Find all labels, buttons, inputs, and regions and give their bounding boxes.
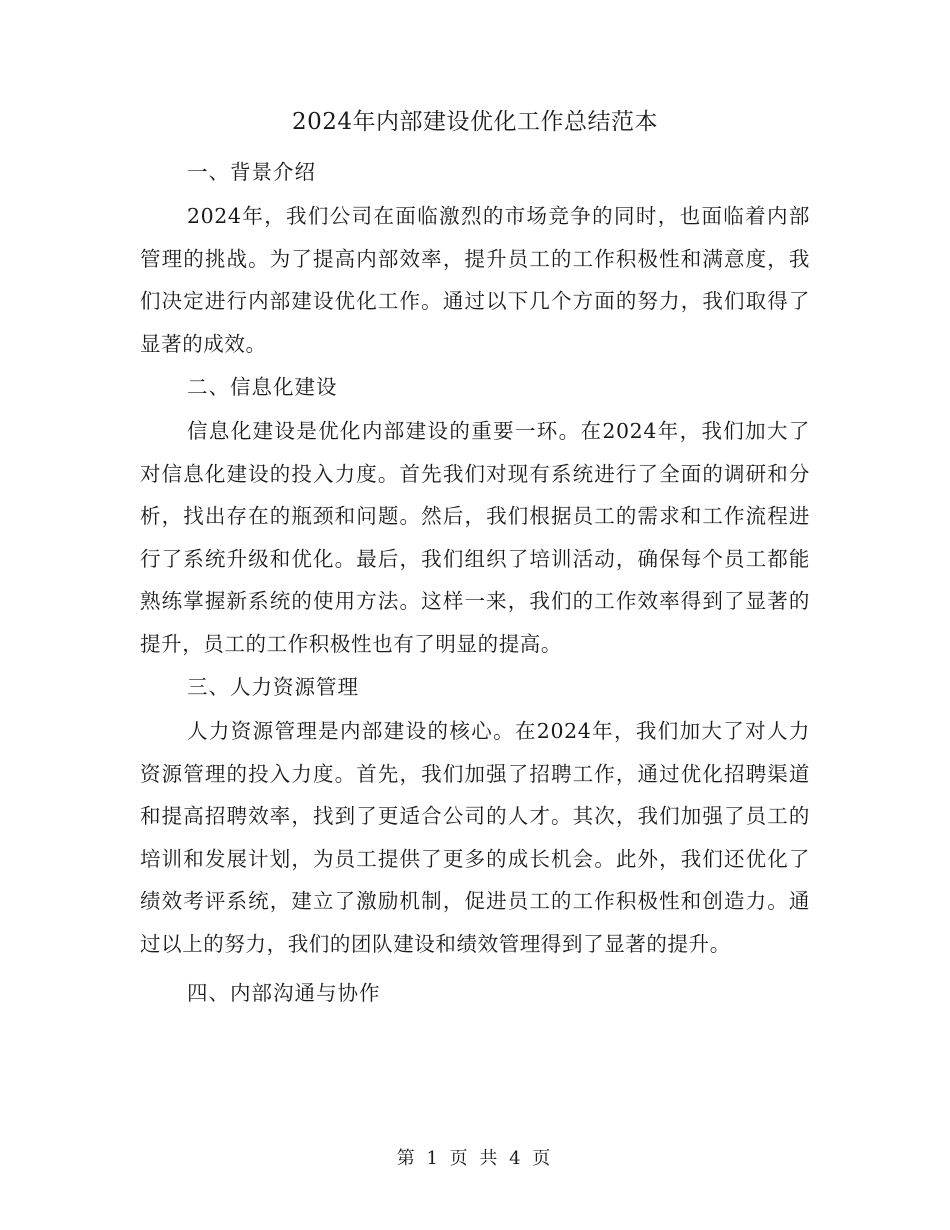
section-background bbox=[140, 152, 810, 365]
section-heading: 三、人力资源管理 bbox=[187, 675, 359, 699]
document-title: 2024年内部建设优化工作总结范本 bbox=[291, 109, 659, 135]
section-informatization bbox=[140, 367, 810, 665]
page-footer: 第 1 页 共 4 页 bbox=[396, 1148, 554, 1169]
section-human-resources bbox=[140, 667, 810, 965]
section-heading: 四、内部沟通与协作 bbox=[187, 981, 381, 1005]
section-paragraph: 信息化建设是优化内部建设的重要一环。在2024年，我们加大了对信息化建设的投入力度。首先我们对现有系统进行了全面的调研和分析，找出存在的瓶颈和问题。然后，我们根据员工的需求和工作流程进行了系统升级和优化。最后，我们组织了培训活动，确保每个员工都能熟练掌握新系统的使用方法。这样一来，我们的工作效率得到了显著的提升，员工的工作积极性也有了明显的提高。 bbox=[140, 419, 810, 656]
section-paragraph: 2024年，我们公司在面临激烈的市场竞争的同时，也面临着内部管理的挑战。为了提高内部效率，提升员工的工作积极性和满意度，我们决定进行内部建设优化工作。通过以下几个方面的努力，我们取得了显著的成效。 bbox=[140, 204, 810, 356]
section-paragraph: 人力资源管理是内部建设的核心。在2024年，我们加大了对人力资源管理的投入力度。首先，我们加强了招聘工作，通过优化招聘渠道和提高招聘效率，找到了更适合公司的人才。其次，我们加强了员工的培训和发展计划，为员工提供了更多的成长机会。此外，我们还优化了绩效考评系统，建立了激励机制，促进员工的工作积极性和创造力。通过以上的努力，我们的团队建设和绩效管理得到了显著的提升。 bbox=[140, 719, 810, 956]
section-heading: 二、信息化建设 bbox=[187, 375, 338, 399]
section-communication bbox=[140, 973, 810, 1013]
document-body bbox=[140, 152, 810, 1016]
section-heading: 一、背景介绍 bbox=[187, 160, 316, 184]
